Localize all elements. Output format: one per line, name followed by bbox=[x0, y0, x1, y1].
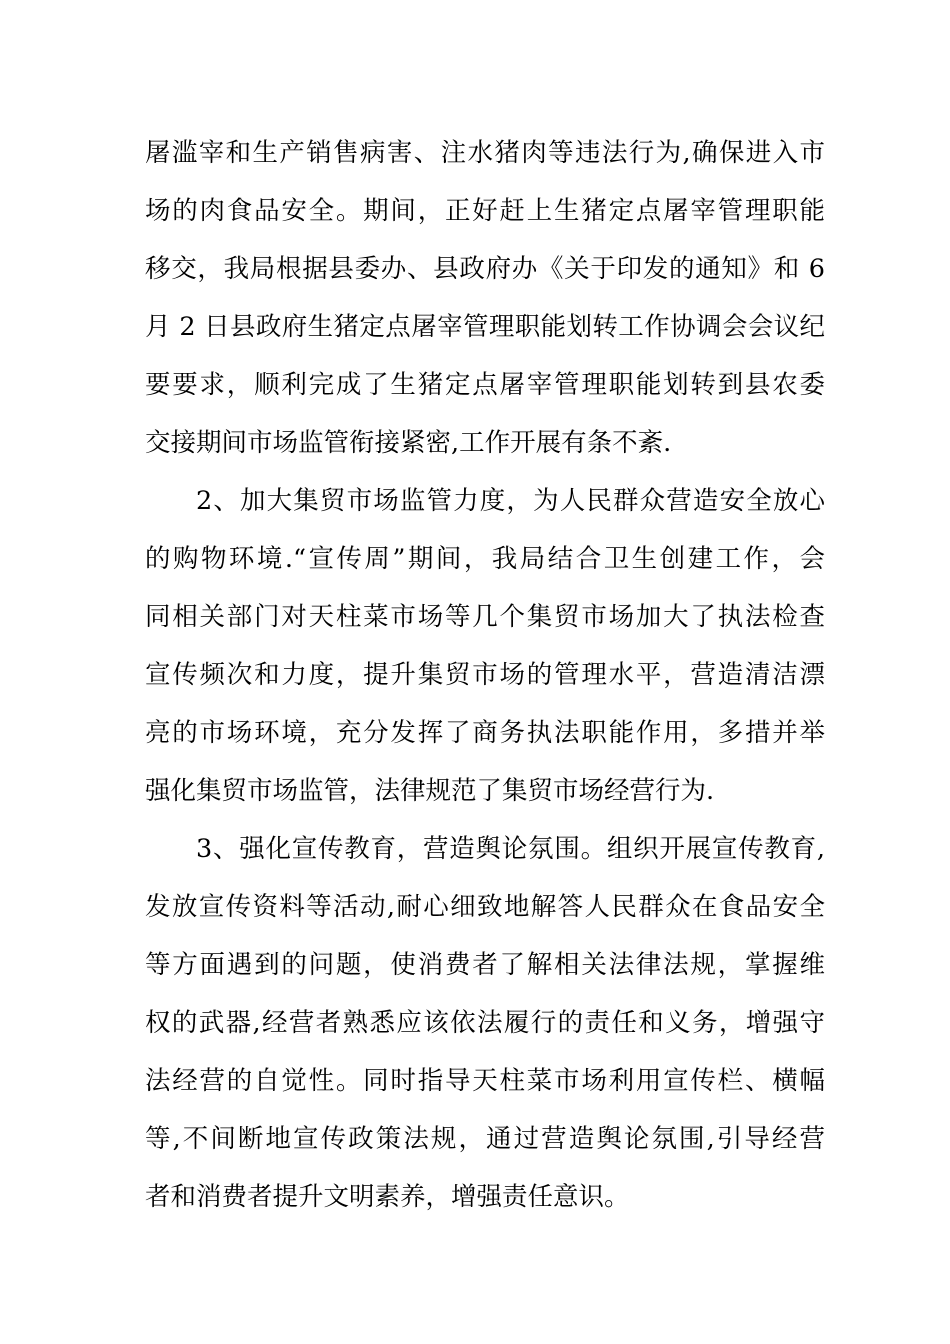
text-line: 强化集贸市场监管，法律规范了集贸市场经营行为. bbox=[145, 776, 715, 806]
text-line: 同相关部门对天柱菜市场等几个集贸市场加大了执法检查 bbox=[145, 602, 825, 632]
text-line: 交接期间市场监管衔接紧密,工作开展有条不紊. bbox=[145, 428, 672, 458]
text-line: 月 2 日县政府生猪定点屠宰管理职能划转工作协调会会议纪 bbox=[145, 312, 825, 342]
text-line: 的购物环境.“宣传周”期间，我局结合卫生创建工作，会 bbox=[145, 544, 825, 574]
text-line: 法经营的自觉性。同时指导天柱菜市场利用宣传栏、横幅 bbox=[145, 1066, 825, 1096]
document-body bbox=[145, 124, 825, 1226]
paragraph-2-first-line: 2、加大集贸市场监管力度，为人民群众营造安全放心 bbox=[196, 486, 825, 516]
text-line: 要要求，顺利完成了生猪定点屠宰管理职能划转到县农委 bbox=[145, 370, 825, 400]
text-line: 权的武器,经营者熟悉应该依法履行的责任和义务，增强守 bbox=[145, 1008, 825, 1038]
text-line: 等方面遇到的问题，使消费者了解相关法律法规，掌握维 bbox=[145, 950, 825, 980]
text-line: 移交，我局根据县委办、县政府办《关于印发的通知》和 6 bbox=[145, 254, 825, 284]
text-line: 屠滥宰和生产销售病害、注水猪肉等违法行为,确保进入市 bbox=[145, 138, 825, 168]
text-line: 发放宣传资料等活动,耐心细致地解答人民群众在食品安全 bbox=[145, 892, 825, 922]
paragraph-3-first-line: 3、强化宣传教育，营造舆论氛围。组织开展宣传教育, bbox=[196, 834, 825, 864]
text-line: 等,不间断地宣传政策法规，通过营造舆论氛围,引导经营 bbox=[145, 1124, 825, 1154]
text-line: 者和消费者提升文明素养，增强责任意识。 bbox=[145, 1182, 630, 1212]
text-line: 亮的市场环境，充分发挥了商务执法职能作用，多措并举 bbox=[145, 718, 825, 748]
text-line: 宣传频次和力度，提升集贸市场的管理水平，营造清洁漂 bbox=[145, 660, 825, 690]
text-line: 场的肉食品安全。期间，正好赶上生猪定点屠宰管理职能 bbox=[145, 196, 825, 226]
